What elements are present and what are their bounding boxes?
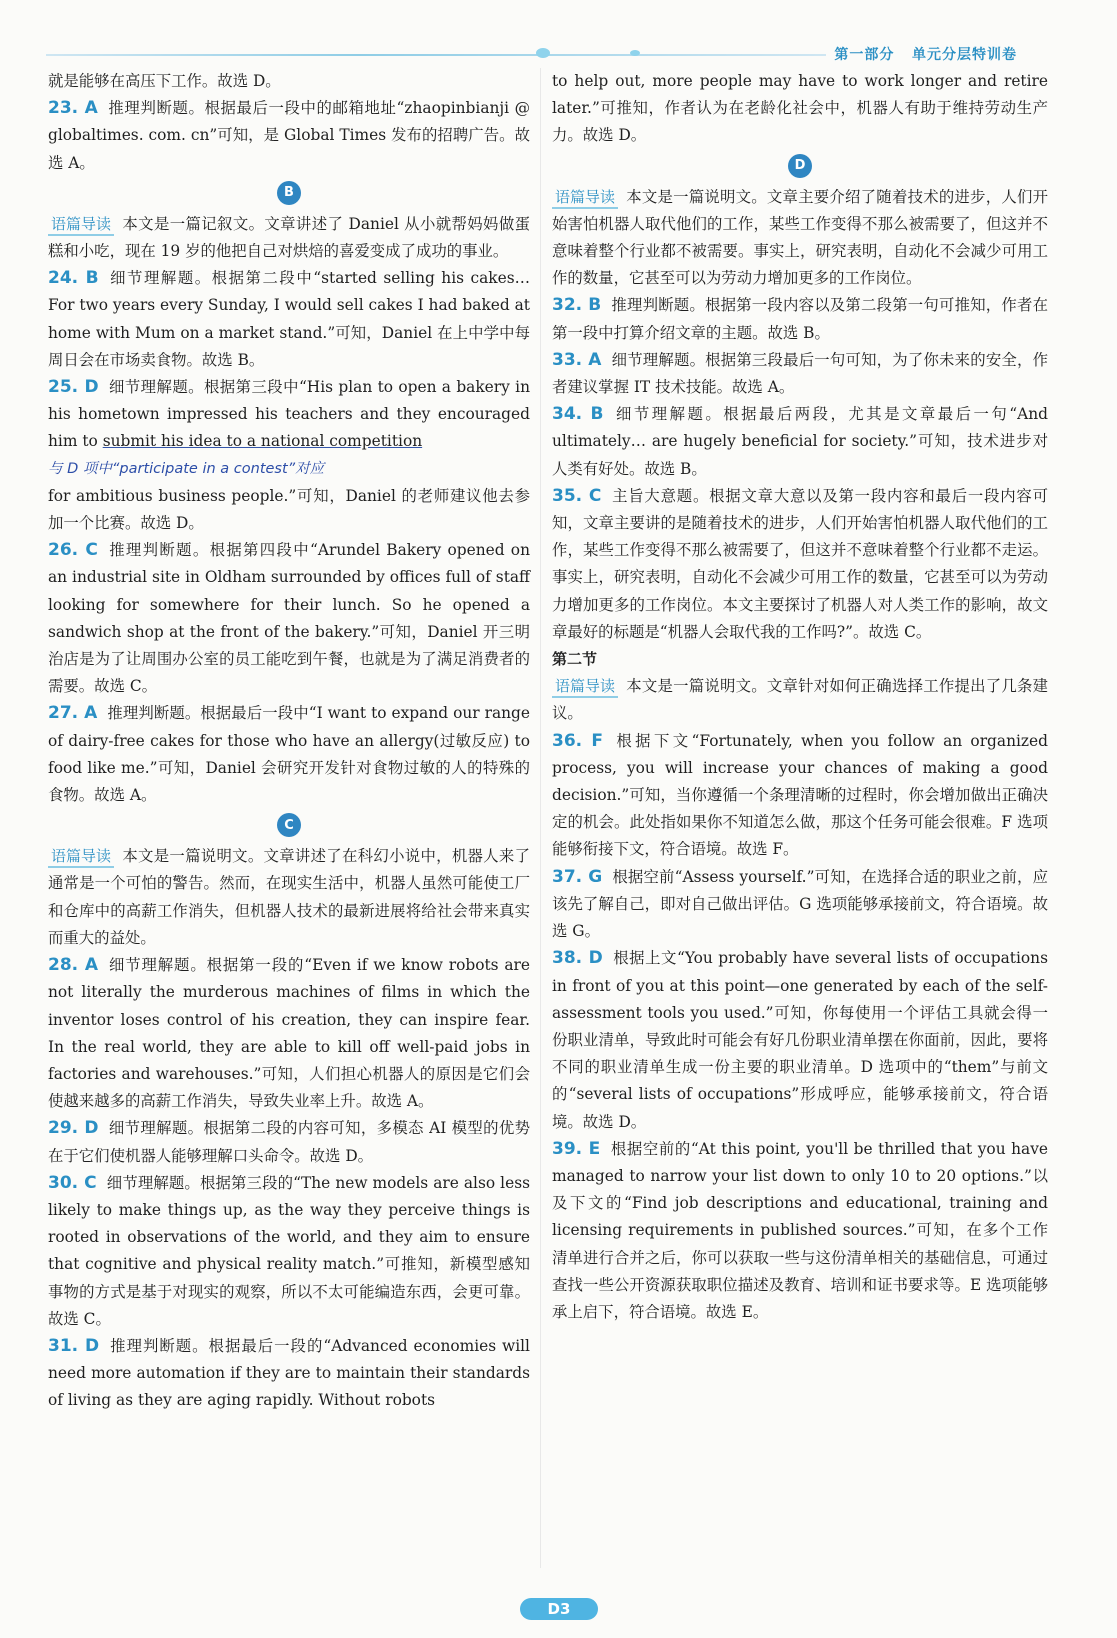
passage-marker-b: B [277, 181, 301, 205]
answer-number: 25. D [48, 377, 99, 398]
answer-number: 31. D [48, 1335, 100, 1356]
answer-text: 推理判断题。根据第四段中“Arundel Bakery opened on an industrial site in Oldham surrounded by offices full of staff looking for somewhere for their lunch. So he opened a sandwich shop at the front of the bakery.”可知，Daniel 开三明治店是为了让周围办公室的员工能吃到午餐，也就是为了满足消费者的需要。故选 C。 [48, 541, 530, 696]
answer-text: 推理判断题。根据第一段内容以及第二段第一句可推知，作者在第一段中打算介绍文章的主题。故选 B。 [552, 296, 1048, 342]
guide-label: 语篇导读 [48, 846, 114, 868]
answer-30 [48, 1170, 530, 1333]
guide-text: 本文是一篇说明文。文章讲述了在科幻小说中，机器人来了通常是一个可怕的警告。然而，在现实生活中，机器人虽然可能使工厂和仓库中的高薪工作消失，但机器人技术的最新进展将给社会带来真实而重大的益处。 [48, 847, 530, 947]
guide-label: 语篇导读 [552, 187, 618, 209]
answer-text: 推理判断题。根据最后一段中的邮箱地址“zhaopinbianji @ globaltimes. com. cn”可知，是 Global Times 发布的招聘广告。故选 A。 [48, 99, 530, 172]
answer-number: 28. A [48, 955, 99, 976]
answer-35 [552, 483, 1048, 646]
guide-label: 语篇导读 [48, 214, 114, 236]
header-subtitle: 单元分层特训卷 [912, 47, 1017, 63]
answer-24 [48, 265, 530, 374]
right-column [552, 68, 1048, 1326]
answer-number: 39. E [552, 1138, 601, 1159]
column-divider [540, 68, 541, 1568]
answer-text: 推理判断题。根据最后一段中“I want to expand our range of dairy-free cakes for those who have an allergy(过敏反应) to food like me.”可知，Daniel 会研究开发针对食物过敏的人的特殊的食物。故选 A。 [48, 704, 530, 805]
running-header [834, 44, 1017, 64]
answer-number: 30. C [48, 1172, 97, 1193]
answer-text: 细节理解题。根据第三段最后一句可知，为了你未来的安全，作者建议掌握 IT 技术技能。故选 A。 [552, 350, 1048, 397]
guide-label: 语篇导读 [552, 676, 618, 698]
answer-text: 根据空前“Assess yourself.”可知，在选择合适的职业之前，应该先了解自己，即对自己做出评估。G 选项能够承接前文，符合语境。故选 G。 [552, 867, 1048, 941]
answer-31-cont: to help out, more people may have to work longer and retire later.”可推知，作者认为在老龄化社会中，机器人有助于维持劳动生产力。故选 D。 [552, 72, 1048, 145]
answer-32 [552, 292, 1048, 346]
answer-number: 36. F [552, 730, 604, 751]
reading-guide-d [552, 184, 1048, 293]
answer-23 [48, 95, 530, 177]
answer-text: 根据空前的“At this point, you'll be thrilled that you have managed to narrow your list down to only 10 to 20 options.”以及下文的“Find job descriptions and educational, training and licensing requirements in published sources.”可知，在多个工作清单进行合并之后，你可以获取一些与这份清单相关的基础信息，可通过查找一些公开资源获取职位描述及教育、培训和证书要求等。E 选项能够承上启下，符合语境。故选 E。 [552, 1139, 1048, 1321]
answer-text: 主旨大意题。根据文章大意以及第一段内容和最后一段内容可知，文章主要讲的是随着技术的进步，人们开始害怕机器人取代他们的工作，某些工作变得不那么被需要了，但这并不意味着整个行业都不走运。事实上，研究表明，自动化不会减少可用工作的数量，它甚至可以为劳动力增加更多的工作岗位。本文主要探讨了机器人对人类工作的影响，故文章最好的标题是“机器人会取代我的工作吗?”。故选 C。 [552, 486, 1048, 641]
answer-number: 24. B [48, 268, 99, 289]
answer-text: 细节理解题。根据第三段的“The new models are also less likely to make things up, as the way they perceive things is rooted in observations of the world, and they aim to ensure that cognitive and physical reality match.”可推知，新模型感知事物的方式是基于对现实的观察，所以不太可能编造东西，会更可靠。故选 C。 [48, 1173, 530, 1328]
answer-text: 根据下文“Fortunately, when you follow an organized process, you will increase your chances of making a good decision.”可知，当你遵循一个条理清晰的过程时，你会增加做出正确决定的机会。此处指如果你不知道怎么做，那这个任务可能会很难。F 选项能够衔接下文，符合语境。故选 F。 [552, 731, 1048, 859]
answer-text: 细节理解题。根据第三段中“His plan to open a bakery in his hometown impressed his teachers and they encouraged him to [48, 378, 530, 451]
answer-number: 23. A [48, 98, 98, 119]
answer-text: 推理判断题。根据最后一段的“Advanced economies will need more automation if they are to maintain their standards of living as they are aging rapidly. Without robots [48, 1336, 530, 1410]
answer-25 [48, 374, 530, 456]
intro-line: 就是能够在高压下工作。故选 D。 [48, 72, 281, 90]
answer-33 [552, 347, 1048, 401]
answer-number: 35. C [552, 485, 602, 506]
reading-guide-c [48, 843, 530, 952]
answer-36 [552, 728, 1048, 864]
answer-number: 33. A [552, 349, 602, 370]
header-section: 第一部分 [834, 47, 895, 63]
answer-number: 27. A [48, 703, 98, 724]
answer-number: 38. D [552, 948, 603, 969]
answer-25-cont: for ambitious business people.”可知，Daniel 的老师建议他去参加一个比赛。故选 D。 [48, 486, 530, 533]
answer-text: 根据上文“You probably have several lists of occupations in front of you at this point—one generated by each of the self-assessment tools you used.”可知，你每使用一个评估工具就会得一份职业清单，导致此时可能会有好几份职业清单摆在你面前，因此，要将不同的职业清单生成一份主要的职业清单。D 选项中的“them”与前文的“several lists of occupations”形成呼应，能够承接前文，符合语境。故选 D。 [552, 949, 1048, 1131]
answer-28 [48, 952, 530, 1115]
answer-39 [552, 1136, 1048, 1326]
section-heading: 第二节 [552, 650, 598, 669]
answer-text: 细节理解题。根据最后两段，尤其是文章最后一句“And ultimately… are hugely beneficial for society.”可知，技术进步对人类有好处。故选 B。 [552, 405, 1048, 478]
passage-marker-d: D [788, 154, 812, 178]
guide-text: 本文是一篇说明文。文章针对如何正确选择工作提出了几条建议。 [552, 677, 1048, 723]
answer-number: 34. B [552, 404, 604, 425]
header-rule [46, 54, 826, 56]
answer-26 [48, 537, 530, 700]
answer-number: 37. G [552, 866, 603, 887]
reading-guide-section2 [552, 673, 1048, 727]
answer-29 [48, 1115, 530, 1169]
header-dot [536, 48, 550, 58]
answer-31 [48, 1333, 530, 1415]
answer-text: 细节理解题。根据第一段的“Even if we know robots are not literally the murderous machines of films in which the inventor loses control of his creation, they can inspire fear. In the real world, they are able to kill off well-paid jobs in factories and warehouses.”可知，人们担心机器人的原因是它们会使越来越多的高薪工作消失，导致失业率上升。故选 A。 [48, 956, 530, 1111]
passage-marker-c: C [277, 813, 301, 837]
header-dot [630, 50, 640, 56]
left-column [48, 68, 530, 1415]
guide-text: 本文是一篇记叙文。文章讲述了 Daniel 从小就帮妈妈做蛋糕和小吃，现在 19 岁的他把自己对烘焙的喜爱变成了成功的事业。 [48, 214, 530, 261]
page-number-badge: D3 [520, 1598, 598, 1620]
handwritten-note: 与 D 项中“participate in a contest”对应 [48, 460, 325, 477]
reading-guide-b [48, 211, 530, 265]
answer-number: 32. B [552, 295, 602, 316]
answer-38 [552, 945, 1048, 1135]
answer-27 [48, 700, 530, 809]
answer-number: 29. D [48, 1118, 99, 1139]
guide-text: 本文是一篇说明文。文章主要介绍了随着技术的进步，人们开始害怕机器人取代他们的工作，某些工作变得不那么被需要了，但这并不意味着整个行业都不被需要。事实上，研究表明，自动化不会减少可用工作的数量，它甚至可以为劳动力增加更多的工作岗位。 [552, 187, 1048, 288]
underlined-phrase: submit his idea to a national competition [102, 432, 423, 451]
answer-34 [552, 401, 1048, 483]
answer-number: 26. C [48, 540, 98, 561]
answer-37 [552, 864, 1048, 946]
answer-text: 细节理解题。根据第二段的内容可知，多模态 AI 模型的优势在于它们使机器人能够理解口头命令。故选 D。 [48, 1119, 530, 1165]
answer-text: 细节理解题。根据第二段中“started selling his cakes… For two years every Sunday, I would sell cakes I had baked at home with Mum on a market stand.”可知，Daniel 在上中学中每周日会在市场卖食物。故选 B。 [48, 269, 530, 369]
